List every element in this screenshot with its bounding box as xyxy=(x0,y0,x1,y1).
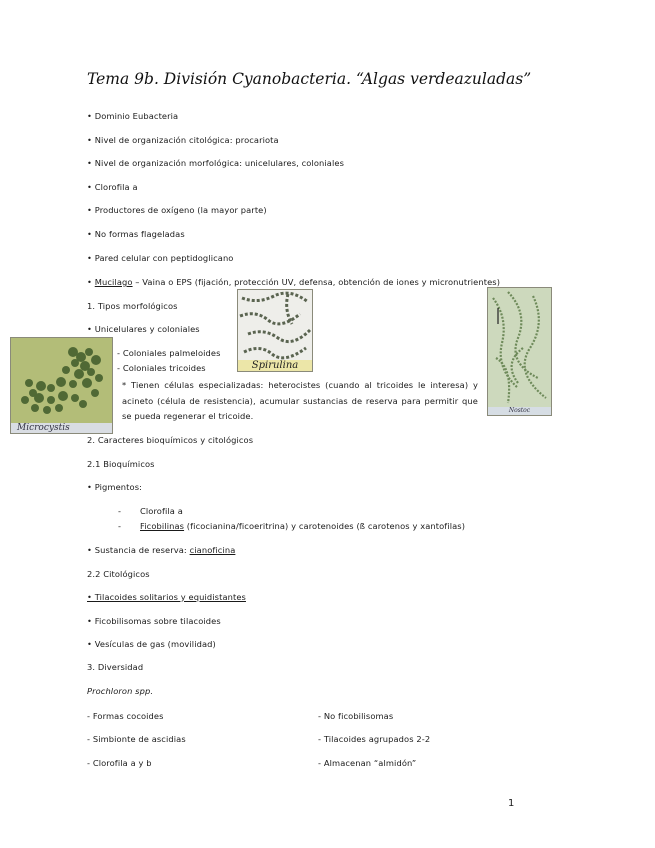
microcystis-image xyxy=(10,337,113,434)
bullet-organizacion-citologica: • Nivel de organización citológica: procariota xyxy=(87,135,279,145)
nostoc-illustration xyxy=(488,288,551,407)
bullet-pigmentos: • Pigmentos: xyxy=(87,482,143,492)
page-number: 1 xyxy=(508,798,515,809)
bullet-tilacoides: • Tilacoides solitarios y equidistantes xyxy=(87,592,246,602)
diversidad-right-1: - No ficobilisomas xyxy=(318,711,394,721)
nostoc-caption: Nostoc xyxy=(488,407,551,415)
ficobilinas-term: Ficobilinas xyxy=(140,521,185,531)
nostoc-image xyxy=(487,287,552,416)
pigment-clorofila: - Clorofila a xyxy=(118,506,183,516)
mucilago-prefix: • xyxy=(87,277,95,287)
mucilago-term: Mucilago xyxy=(94,277,133,287)
section-citologicos: 2.2 Citológicos xyxy=(87,569,150,579)
section-tipos-morfologicos: 1. Tipos morfológicos xyxy=(87,301,178,311)
pigment-clorofila-text: Clorofila a xyxy=(140,506,183,516)
diversidad-left-1: - Formas cocoides xyxy=(87,711,164,721)
prochloron-heading: Prochloron spp. xyxy=(87,686,154,696)
microcystis-illustration xyxy=(11,338,112,433)
page-title: Tema 9b. División Cyanobacteria. “Algas verdeazuladas” xyxy=(87,70,532,88)
bullet-reserva xyxy=(87,545,235,555)
diversidad-left-2: - Simbionte de ascidias xyxy=(87,734,186,744)
bullet-pared-celular: • Pared celular con peptidoglicano xyxy=(87,253,234,263)
bullet-flageladas: • No formas flageladas xyxy=(87,229,185,239)
diversidad-right-3: - Almacenan “almidón” xyxy=(318,758,417,768)
diversidad-right-2: - Tilacoides agrupados 2-2 xyxy=(318,734,431,744)
section-caracteres: 2. Caracteres bioquímicos y citológicos xyxy=(87,435,254,445)
tricoide-note: * Tienen células especializadas: heterocistes (cuando al tricoides le interesa) y acineto (célula de resistencia), acumular sustancias de reserva para permitir que se pueda regenerar el tricoide. xyxy=(122,380,478,421)
spirulina-image xyxy=(237,289,313,372)
bullet-oxigeno: • Productores de oxígeno (la mayor parte) xyxy=(87,205,267,215)
bullet-unicelulares: • Unicelulares y coloniales xyxy=(87,324,200,334)
bullet-mucilago xyxy=(87,277,500,287)
pigment-ficobilinas: - Ficobilinas (ficocianina/ficoeritrina) y carotenoides (ß carotenos y xantofilas) xyxy=(118,521,466,531)
ficobilinas-rest: (ficocianina/ficoeritrina) y carotenoides (ß carotenos y xantofilas) xyxy=(184,521,466,531)
section-diversidad: 3. Diversidad xyxy=(87,662,144,672)
bullet-clorofila: • Clorofila a xyxy=(87,182,138,192)
bullet-ficobilisomas: • Ficobilisomas sobre tilacoides xyxy=(87,616,221,626)
mucilago-rest: – Vaina o EPS (fijación, protección UV, defensa, obtención de iones y micronutrientes) xyxy=(132,277,501,287)
item-palmeloides: - Coloniales palmeloides xyxy=(117,348,221,358)
reserva-prefix: • Sustancia de reserva: xyxy=(87,545,190,555)
diversidad-left-3: - Clorofila a y b xyxy=(87,758,152,768)
bullet-dominio: • Dominio Eubacteria xyxy=(87,111,179,121)
reserva-term: cianoficina xyxy=(189,545,236,555)
spirulina-caption: Spirulina xyxy=(238,360,312,371)
section-bioquimicos: 2.1 Bioquímicos xyxy=(87,459,155,469)
spirulina-illustration xyxy=(238,290,312,360)
bullet-organizacion-morfologica: • Nivel de organización morfológica: unicelulares, coloniales xyxy=(87,158,345,168)
microcystis-caption: Microcystis xyxy=(11,423,112,433)
item-tricoides: - Coloniales tricoides xyxy=(117,363,206,373)
bullet-vesiculas: • Vesículas de gas (movilidad) xyxy=(87,639,216,649)
